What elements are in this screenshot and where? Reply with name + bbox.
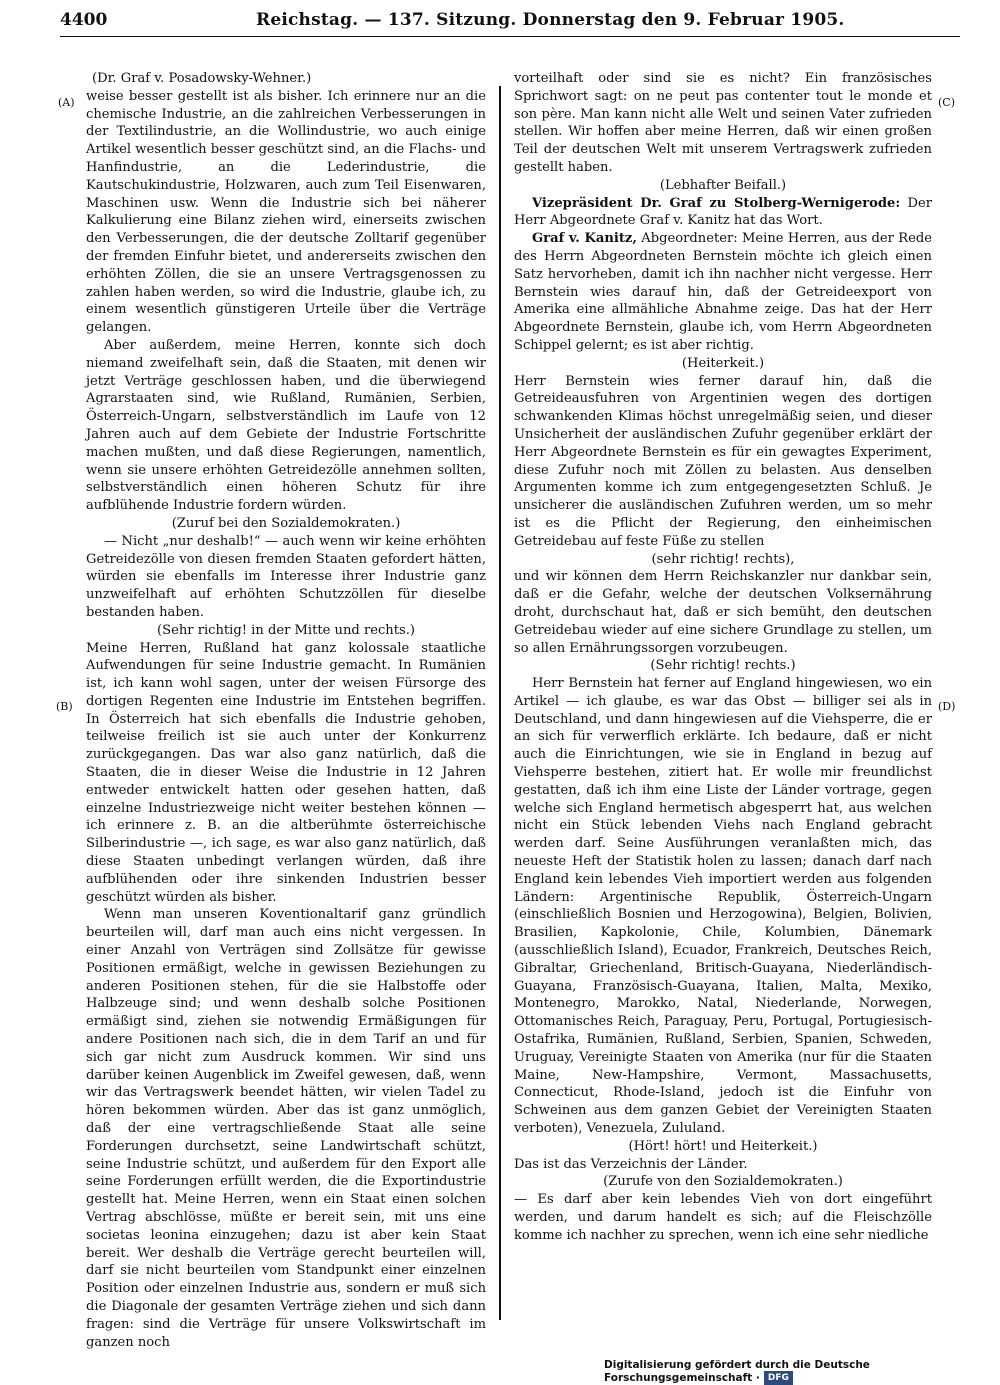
speaker-tag: (Dr. Graf v. Posadowsky-Wehner.) (92, 71, 312, 86)
paragraph: — Es darf aber kein lebendes Vieh von dort eingeführt werden, und darum handelt es sich; auf die Fleischzölle komme ich nachher zu sprechen, wenn ich eine sehr niedliche (514, 1192, 932, 1243)
interjection: (Lebhafter Beifall.) (659, 177, 787, 193)
paragraph: vorteilhaft oder sind sie es nicht? Ein französisches Sprichwort sagt: on ne peut pas contenter tout le monde et son père. Man kann nicht alle Welt und seinen Vater zufrieden stellen. Wir hoffen aber meine Herren, daß wir einen großen Teil der deutschen Welt mit unserem Vertragswerk zufrieden gestellt haben. (514, 71, 932, 175)
paragraph: Das ist das Verzeichnis der Länder. (514, 1156, 748, 1172)
interjection: (sehr richtig! rechts), (651, 551, 795, 567)
page-header (60, 8, 960, 37)
paragraph: weise besser gestellt ist als bisher. Ich erinnere nur an die chemische Industrie, an die zahlreichen Verbesserungen in der Textilindustrie, an die Wollindustrie, wo auch einige Artikel wesentlich besser geschützt sind, an die Flachs- und Hanfindustrie, an die Lederindustrie, die Kautschukindustrie, Holzwaren, auch zum Teil Eisenwaren, Maschinen usw. Wenn die Industrie sich bei näherer Kalkulierung eine Bilanz ziehen wird, einerseits zwischen den Verbesserungen, die der deutsche Zolltarif gegenüber der fremden Einfuhr bietet, und andererseits zwischen den erhöhten Zöllen, die sie an unsere Vertragsgenossen zu zahlen haben werden, so wird die Industrie, glaube ich, zu einem wesentlich günstigeren Urteile über die Verträge gelangen. (86, 88, 486, 336)
paragraph: Herr Bernstein hat ferner auf England hingewiesen, wo ein Artikel — ich glaube, es war das Obst — billiger sei als in Deutschland, und dann hingewiesen auf die Viehsperre, die er an sich für verwerflich erklärte. Ich bedaure, daß er nicht auch die Einrichtungen, wie sie in England in bezug auf Viehsperre bestehen, zitiert hat. Er wolle mir freundlichst gestatten, daß ich ihm eine Liste der Länder vortrage, gegen welche sich England hermetisch abgesperrt hat, aus welchen nicht ein Stück lebenden Viehs nach England gebracht werden darf. Seine Ausführungen veranlaßten mich, das neueste Heft der Statistik holen zu lassen; danach darf nach England kein lebendes Vieh importiert werden aus folgenden Ländern: Argentinische Republik, Österreich-Ungarn (einschließlich Bosnien und Herzogowina), Belgien, Bolivien, Brasilien, Kapkolonie, Chile, Kolumbien, Dänemark (ausschließlich Island), Ecuador, Frankreich, Deutsches Reich, Gibraltar, Griechenland, Britisch-Guayana, Niederländisch-Guayana, Französisch-Guayana, Italien, Malta, Mexiko, Montenegro, Marokko, Natal, Niederlande, Norwegen, Ottomanisches Reich, Paraguay, Peru, Portugal, Portugiesisch-Ostafrika, Rumänien, Rußland, Serbien, Spanien, Schweden, Uruguay, Vereinigte Staaten von Amerika (nur für die Staaten Maine, New-Hampshire, Vermont, Massachusetts, Connecticut, Rhode-Island, jedoch ist die Einfuhr von Schweinen aus dem ganzen Gebiet der Vereinigten Staaten verboten), Venezuela, Zululand. (514, 676, 932, 1137)
margin-marker-b: (B) (56, 700, 73, 713)
interjection: (Heiterkeit.) (681, 355, 765, 371)
page-number: 4400 (60, 10, 108, 30)
statement-text: Der Herr Abgeordnete Graf v. Kanitz hat das Wort. (514, 195, 932, 229)
right-column (514, 70, 932, 1245)
margin-marker-d: (D) (938, 700, 956, 713)
column-divider (499, 86, 501, 1320)
margin-marker-a: (A) (58, 96, 75, 109)
interjection: (Hört! hört! und Heiterkeit.) (628, 1138, 818, 1154)
statement-text: Abgeordneter: Meine Herren, aus der Rede des Herrn Abgeordneten Bernstein möchte ich gleich einen Satz hervorheben, damit ich ihn nachher nicht vergesse. Herr Bernstein wies darauf hin, daß der Getreideexport von Amerika eine allmähliche Abnahme zeige. Das hat der Herr Abgeordnete Bernstein, glaube ich, vom Herrn Abgeordneten Schippel gelernt; es ist aber richtig. (514, 231, 932, 353)
paragraph: — Nicht „nur deshalb!“ — auch wenn wir keine erhöhten Getreidezölle von diesen fremden Staaten gefordert hätten, würden sie ebenfalls im Interesse ihrer Industrie ganz unzweifelhaft auf erhöhten Schutzzöllen für dieselbe bestanden haben. (86, 533, 486, 620)
vice-president-statement (514, 195, 932, 231)
dfg-logo-icon: DFG (764, 1371, 793, 1385)
speaker-name: Vizepräsident Dr. Graf zu Stolberg-Wernigerode: (532, 195, 901, 211)
paragraph: Herr Bernstein wies ferner darauf hin, daß die Getreideausfuhren von Argentinien wegen des dortigen schwankenden Klimas höchst unregelmäßig seien, und dieser Unsicherheit der ausländischen Zufuhr gegenüber erklärt der Herr Abgeordnete Bernstein es für ein gewagtes Experiment, diese Zufuhr noch mit Zöllen zu belasten. Aus denselben Argumenten komme ich zum entgegengesetzten Schluß. Je unsicherer die ausländischen Zufuhren werden, um so mehr ist es die Pflicht der Regierung, den einheimischen Getreidebau auf feste Füße zu stellen (514, 373, 932, 549)
paragraph: Meine Herren, Rußland hat ganz kolossale staatliche Aufwendungen für seine Industrie gemacht. In Rumänien ist, ich kann wohl sagen, unter der weisen Fürsorge des dortigen Regenten eine Industrie im Entstehen begriffen. In Österreich hat sich ebenfalls die Industrie gehoben, teilweise freilich ist sie auch unter der Konkurrenz zurückgegangen. Das war also ganz natürlich, daß die Staaten, die in dieser Weise die Industrie in 12 Jahren entweder entwickelt hatten oder gesehen hatten, daß einzelne Industriezweige nicht weiter bestehen können — ich erinnere z. B. an die altberühmte österreichische Silberindustrie —, ich sage, es war also ganz natürlich, daß diese Staaten unbedingt verlangen würden, daß ihre aufblühenden oder ihre sinkenden Industrien besser geschützt würden als bisher. (86, 640, 486, 905)
paragraph: und wir können dem Herrn Reichskanzler nur dankbar sein, daß er die Gefahr, welche der deutschen Volksernährung droht, durchschaut hat, daß er sich bemüht, den deutschen Getreidebau wieder auf eine sichere Grundlage zu stellen, um so allen Ernährungssorgen vorzubeugen. (514, 569, 932, 656)
left-column (86, 70, 486, 1351)
footer-text: Digitalisierung gefördert durch die Deutsche Forschungsgemeinschaft (604, 1359, 870, 1384)
paragraph: Wenn man unseren Koventionaltarif ganz gründlich beurteilen will, darf man auch eins nicht vergessen. In einer Anzahl von Verträgen sind Zollsätze für gewisse Positionen ermäßigt, welche in gewissen Beziehungen zu anderen Positionen stehen, für die sie Halbstoffe oder Halbzeuge sind; und wenn deshalb solche Positionen ermäßigt sind, ziehen sie notwendig Ermäßigungen für andere Positionen nach sich, die in dem Tarif an und für sich gar nicht zum Ausdruck kommen. Wir sind uns darüber keinen Augenblick im Zweifel gewesen, daß, wenn wir das Vertragswerk beendet hätten, wir vielen Tadel zu hören bekommen würden. Aber das ist ganz unmöglich, daß der eine vertragschließende Staat alle seine Forderungen durchsetzt, seine Landwirtschaft schützt, seine Industrie schützt, und außerdem für den Export alle seine Forderungen erfüllt werden, die die Exportindustrie gestellt hat. Meine Herren, wenn ein Staat einen solchen Vertrag abschlösse, müßte er bereit sein, mit uns eine societas leonina einzugehen; dazu ist aber kein Staat bereit. Wer deshalb die Verträge gerecht beurteilen will, darf sie nicht beurteilen vom Standpunkt einer einzelnen Position oder einzelnen Industrie aus, sondern er muß sich die Diagonale der gesamten Verträge ziehen und sich dann fragen: sind die Verträge für unsere Volkswirtschaft im ganzen noch (86, 907, 486, 1350)
interjection: (Zurufe von den Sozialdemokraten.) (603, 1174, 843, 1190)
footer-credit: Digitalisierung gefördert durch die Deutsche Forschungsgemeinschaft · DFG (604, 1359, 870, 1384)
paragraph: Aber außerdem, meine Herren, konnte sich doch niemand zweifelhaft sein, daß die Staaten, mit denen wir jetzt Verträge geschlossen haben, und die überwiegend Agrarstaaten sind, wie Rußland, Rumänien, Serbien, Österreich-Ungarn, selbstverständlich im Laufe von 12 Jahren auch auf dem Gebiete der Industrie Fortschritte machen mußten, und daß diese Regierungen, namentlich, wenn sie unsere erhöhten Getreidezölle annehmen sollten, selbstverständlich einen höheren Schutz für ihre aufblühende Industrie fordern würden. (86, 337, 486, 514)
speaker-name: Graf v. Kanitz, (532, 231, 637, 247)
kanitz-speech (514, 230, 932, 355)
margin-marker-c: (C) (938, 96, 955, 109)
interjection: (Sehr richtig! in der Mitte und rechts.) (157, 622, 415, 638)
page-title: Reichstag. — 137. Sitzung. Donnerstag den 9. Februar 1905. (256, 10, 845, 30)
interjection: (Sehr richtig! rechts.) (650, 658, 796, 674)
interjection: (Zuruf bei den Sozialdemokraten.) (171, 515, 401, 531)
